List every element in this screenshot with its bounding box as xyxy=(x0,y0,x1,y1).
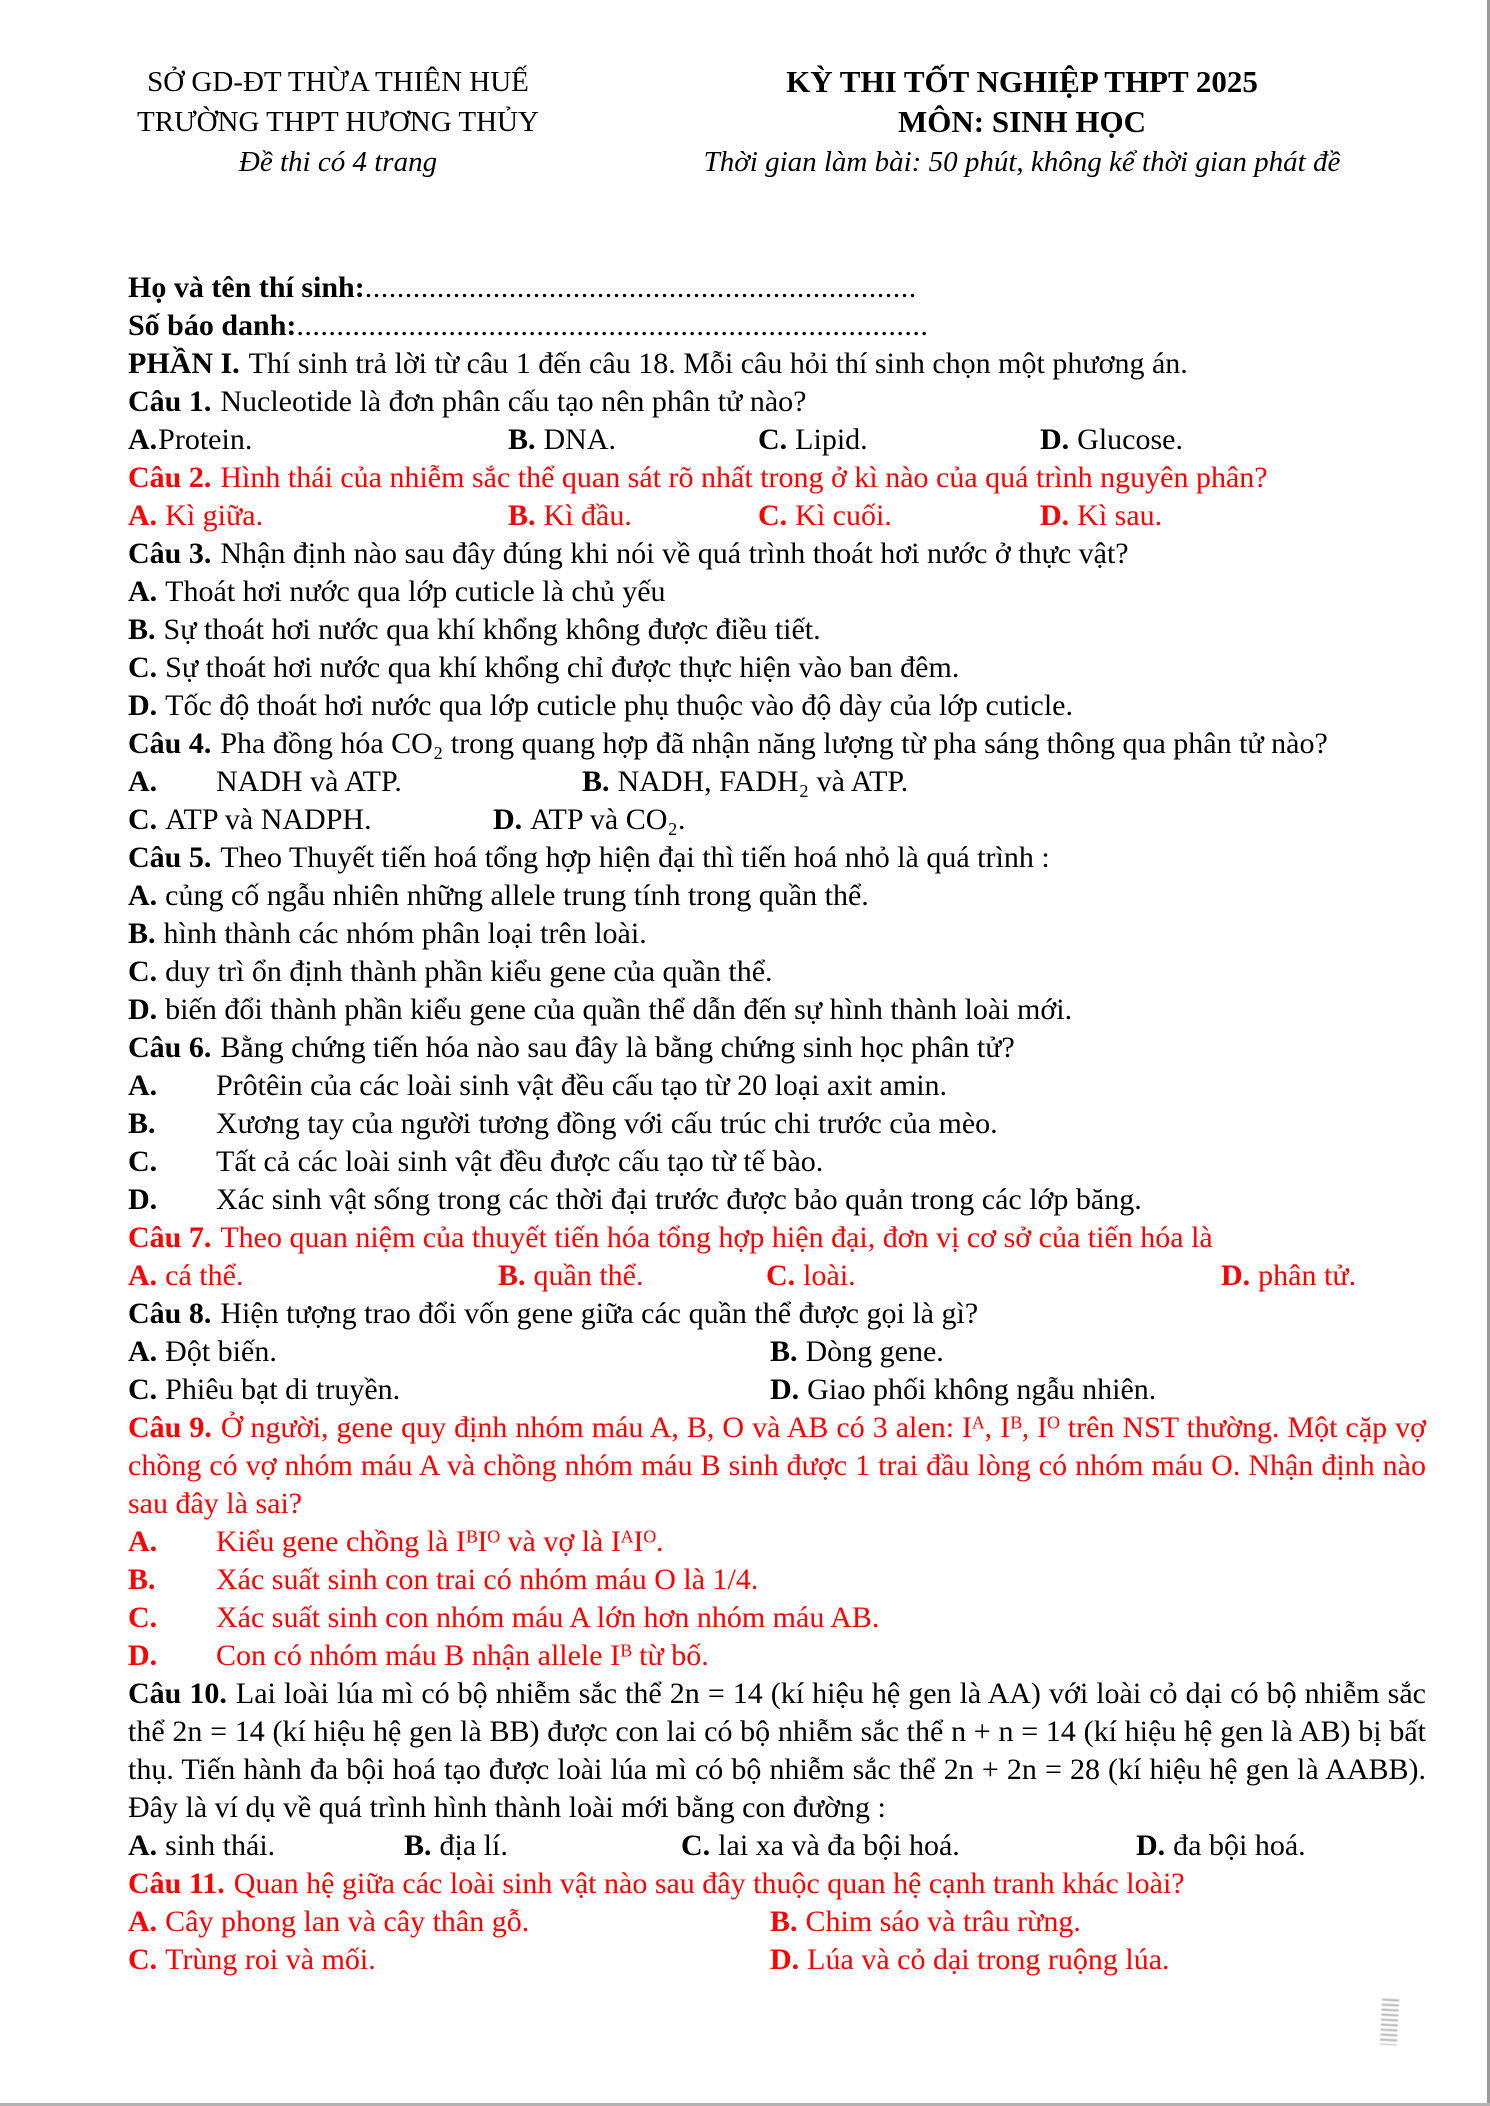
option: A. Cây phong lan và cây thân gỗ. xyxy=(128,1905,530,1938)
student-id-line xyxy=(128,307,1426,345)
question-11-label: Câu 11. xyxy=(128,1867,225,1900)
option: D. Glucose. xyxy=(1040,423,1183,456)
student-name-label: Họ và tên thí sinh: xyxy=(128,271,365,304)
option: D. Tốc độ thoát hơi nước qua lớp cuticle phụ thuộc vào độ dày của lớp cuticle. xyxy=(128,689,1073,722)
header-right xyxy=(648,62,1396,182)
option: A. củng cố ngẫu nhiên những allele trung tính trong quần thể. xyxy=(128,879,869,912)
option: B. hình thành các nhóm phân loại trên loài. xyxy=(128,917,647,950)
question-8-options-row-2 xyxy=(128,1371,1426,1409)
question-7 xyxy=(128,1219,1426,1295)
exam-title: KỲ THI TỐT NGHIỆP THPT 2025 xyxy=(786,64,1258,99)
option: D. phân tử. xyxy=(1221,1259,1357,1292)
option: D. Lúa và cỏ dại trong ruộng lúa. xyxy=(770,1943,1170,1976)
question-7-options xyxy=(128,1257,1426,1295)
question-2 xyxy=(128,459,1426,535)
option: A. NADH và ATP. xyxy=(128,765,402,798)
question-6 xyxy=(128,1029,1426,1219)
question-11-options-row-2 xyxy=(128,1941,1426,1979)
option: B. Xương tay của người tương đồng với cấu trúc chi trước của mèo. xyxy=(128,1107,998,1140)
question-11 xyxy=(128,1865,1426,1979)
question-11-text: Câu 11. Quan hệ giữa các loài sinh vật nào sau đây thuộc quan hệ cạnh tranh khác loài? xyxy=(128,1867,1185,1900)
exam-duration: Thời gian làm bài: 50 phút, không kể thời gian phát đề xyxy=(703,146,1341,178)
question-8 xyxy=(128,1295,1426,1409)
option: C. Trùng roi và mối. xyxy=(128,1943,376,1976)
part1-heading xyxy=(128,345,1426,383)
question-2-text: Câu 2. Hình thái của nhiễm sắc thể quan sát rõ nhất trong ở kì nào của quá trình nguyên phân? xyxy=(128,461,1268,494)
exam-subject: MÔN: SINH HỌC xyxy=(898,104,1146,139)
question-4-options-row-1 xyxy=(128,763,1426,801)
option: B. Sự thoát hơi nước qua khí khổng không được điều tiết. xyxy=(128,613,821,646)
school-name: TRƯỜNG THPT HƯƠNG THỦY xyxy=(137,106,539,138)
question-10-text: Câu 10. Lai loài lúa mì có bộ nhiễm sắc thể 2n = 14 (kí hiệu hệ gen là AA) với loài cỏ dại có bộ nhiễm sắc thể 2n = 14 (kí hiệu hệ gen là BB) được con lai có bộ nhiễm sắc thể n + n = 14 (kí hiệu hệ gen là AB) bị bất thụ. Tiến hành đa bội hoá tạo được loài lúa mì có bộ nhiễm sắc thể 2n + 2n = 28 (kí hiệu hệ gen là AABB). Đây là ví dụ về quá trình hình thành loài mới bằng con đường : xyxy=(128,1677,1426,1824)
exam-body xyxy=(128,269,1426,1979)
question-1 xyxy=(128,383,1426,459)
option: C. duy trì ổn định thành phần kiểu gene của quần thể. xyxy=(128,955,773,988)
header-left xyxy=(108,62,568,182)
option: D. ATP và CO₂. xyxy=(493,803,686,836)
option: B. địa lí. xyxy=(404,1829,508,1862)
scan-watermark xyxy=(1380,1999,1399,2046)
option: B. DNA. xyxy=(508,423,617,456)
option: A.Protein. xyxy=(128,423,253,456)
question-4 xyxy=(128,725,1426,839)
question-3 xyxy=(128,535,1426,725)
option: D. Con có nhóm máu B nhận allele Iᴮ từ bố. xyxy=(128,1639,709,1672)
student-name-line xyxy=(128,269,1426,307)
question-4-options-row-2 xyxy=(128,801,1426,839)
question-8-text: Câu 8. Hiện tượng trao đổi vốn gene giữa các quần thể được gọi là gì? xyxy=(128,1297,979,1330)
question-10-label: Câu 10. xyxy=(128,1677,227,1710)
option: D. Giao phối không ngẫu nhiên. xyxy=(770,1373,1157,1406)
option: A. Kiểu gene chồng là IᴮIᴼ và vợ là IᴬIᴼ. xyxy=(128,1525,664,1558)
question-6-label: Câu 6. xyxy=(128,1031,212,1064)
question-5-text: Câu 5. Theo Thuyết tiến hoá tổng hợp hiện đại thì tiến hoá nhỏ là quá trình : xyxy=(128,841,1050,874)
option: D. biến đổi thành phần kiểu gene của quần thể dẫn đến sự hình thành loài mới. xyxy=(128,993,1073,1026)
option: C. Xác suất sinh con nhóm máu A lớn hơn nhóm máu AB. xyxy=(128,1601,880,1634)
question-3-text: Câu 3. Nhận định nào sau đây đúng khi nói về quá trình thoát hơi nước ở thực vật? xyxy=(128,537,1129,570)
option: B. NADH, FADH₂ và ATP. xyxy=(582,765,909,798)
question-2-label: Câu 2. xyxy=(128,461,212,494)
option: B. Dòng gene. xyxy=(770,1335,944,1368)
question-8-options-row-1 xyxy=(128,1333,1426,1371)
page-count-note: Đề thi có 4 trang xyxy=(238,146,438,178)
option: D. Kì sau. xyxy=(1040,499,1163,532)
question-7-label: Câu 7. xyxy=(128,1221,212,1254)
student-id-blank: ............................................................................... xyxy=(296,309,929,342)
department-name: SỞ GD-ĐT THỪA THIÊN HUẾ xyxy=(147,66,529,98)
question-5-label: Câu 5. xyxy=(128,841,212,874)
question-1-text: Câu 1. Nucleotide là đơn phân cấu tạo nên phân tử nào? xyxy=(128,385,807,418)
student-id-label: Số báo danh: xyxy=(128,309,297,342)
option: C. Kì cuối. xyxy=(758,499,892,532)
question-6-text: Câu 6. Bằng chứng tiến hóa nào sau đây là bằng chứng sinh học phân tử? xyxy=(128,1031,1015,1064)
option: C. Tất cả các loài sinh vật đều được cấu tạo từ tế bào. xyxy=(128,1145,824,1178)
option: C. Lipid. xyxy=(758,423,868,456)
option: A. Thoát hơi nước qua lớp cuticle là chủ yếu xyxy=(128,575,666,608)
question-9-text: Câu 9. Ở người, gene quy định nhóm máu A, B, O và AB có 3 alen: Iᴬ, Iᴮ, Iᴼ trên NST thường. Một cặp vợ chồng có vợ nhóm máu A và chồng nhóm máu B sinh được 1 trai đầu lòng có nhóm máu O. Nhận định nào sau đây là sai? xyxy=(128,1411,1427,1520)
question-10-options xyxy=(128,1827,1426,1865)
option: B. quần thể. xyxy=(498,1259,644,1292)
option: B. Chim sáo và trâu rừng. xyxy=(770,1905,1081,1938)
option: A. sinh thái. xyxy=(128,1829,276,1862)
question-9 xyxy=(128,1409,1426,1675)
question-1-options xyxy=(128,421,1426,459)
question-7-text: Câu 7. Theo quan niệm của thuyết tiến hóa tổng hợp hiện đại, đơn vị cơ sở của tiến hóa là xyxy=(128,1221,1213,1254)
option: A. Kì giữa. xyxy=(128,499,264,532)
option: B. Xác suất sinh con trai có nhóm máu O là 1/4. xyxy=(128,1563,759,1596)
option: C. lai xa và đa bội hoá. xyxy=(681,1829,960,1862)
question-1-label: Câu 1. xyxy=(128,385,212,418)
option: C. ATP và NADPH. xyxy=(128,803,372,836)
question-4-label: Câu 4. xyxy=(128,727,212,760)
option: C. Sự thoát hơi nước qua khí khổng chỉ được thực hiện vào ban đêm. xyxy=(128,651,960,684)
question-5 xyxy=(128,839,1426,1029)
student-name-blank: ..................................................................... xyxy=(364,271,917,304)
option: C. Phiêu bạt di truyền. xyxy=(128,1373,401,1406)
option: D. đa bội hoá. xyxy=(1136,1829,1306,1862)
part1-label: PHẦN I. xyxy=(128,347,240,380)
option: A. Đột biến. xyxy=(128,1335,277,1368)
question-4-text: Câu 4. Pha đồng hóa CO₂ trong quang hợp đã nhận năng lượng từ pha sáng thông qua phân tử nào? xyxy=(128,727,1328,760)
option: A. Prôtêin của các loài sinh vật đều cấu tạo từ 20 loại axit amin. xyxy=(128,1069,948,1102)
option: B. Kì đầu. xyxy=(508,499,632,532)
question-8-label: Câu 8. xyxy=(128,1297,212,1330)
question-10 xyxy=(128,1675,1426,1865)
question-3-label: Câu 3. xyxy=(128,537,212,570)
question-9-label: Câu 9. xyxy=(128,1411,212,1444)
question-11-options-row-1 xyxy=(128,1903,1426,1941)
option: A. cá thể. xyxy=(128,1259,244,1292)
option: D. Xác sinh vật sống trong các thời đại trước được bảo quản trong các lớp băng. xyxy=(128,1183,1142,1216)
option: C. loài. xyxy=(766,1259,856,1292)
part1-instruction: Thí sinh trả lời từ câu 1 đến câu 18. Mỗi câu hỏi thí sinh chọn một phương án. xyxy=(248,347,1188,380)
question-2-options xyxy=(128,497,1426,535)
